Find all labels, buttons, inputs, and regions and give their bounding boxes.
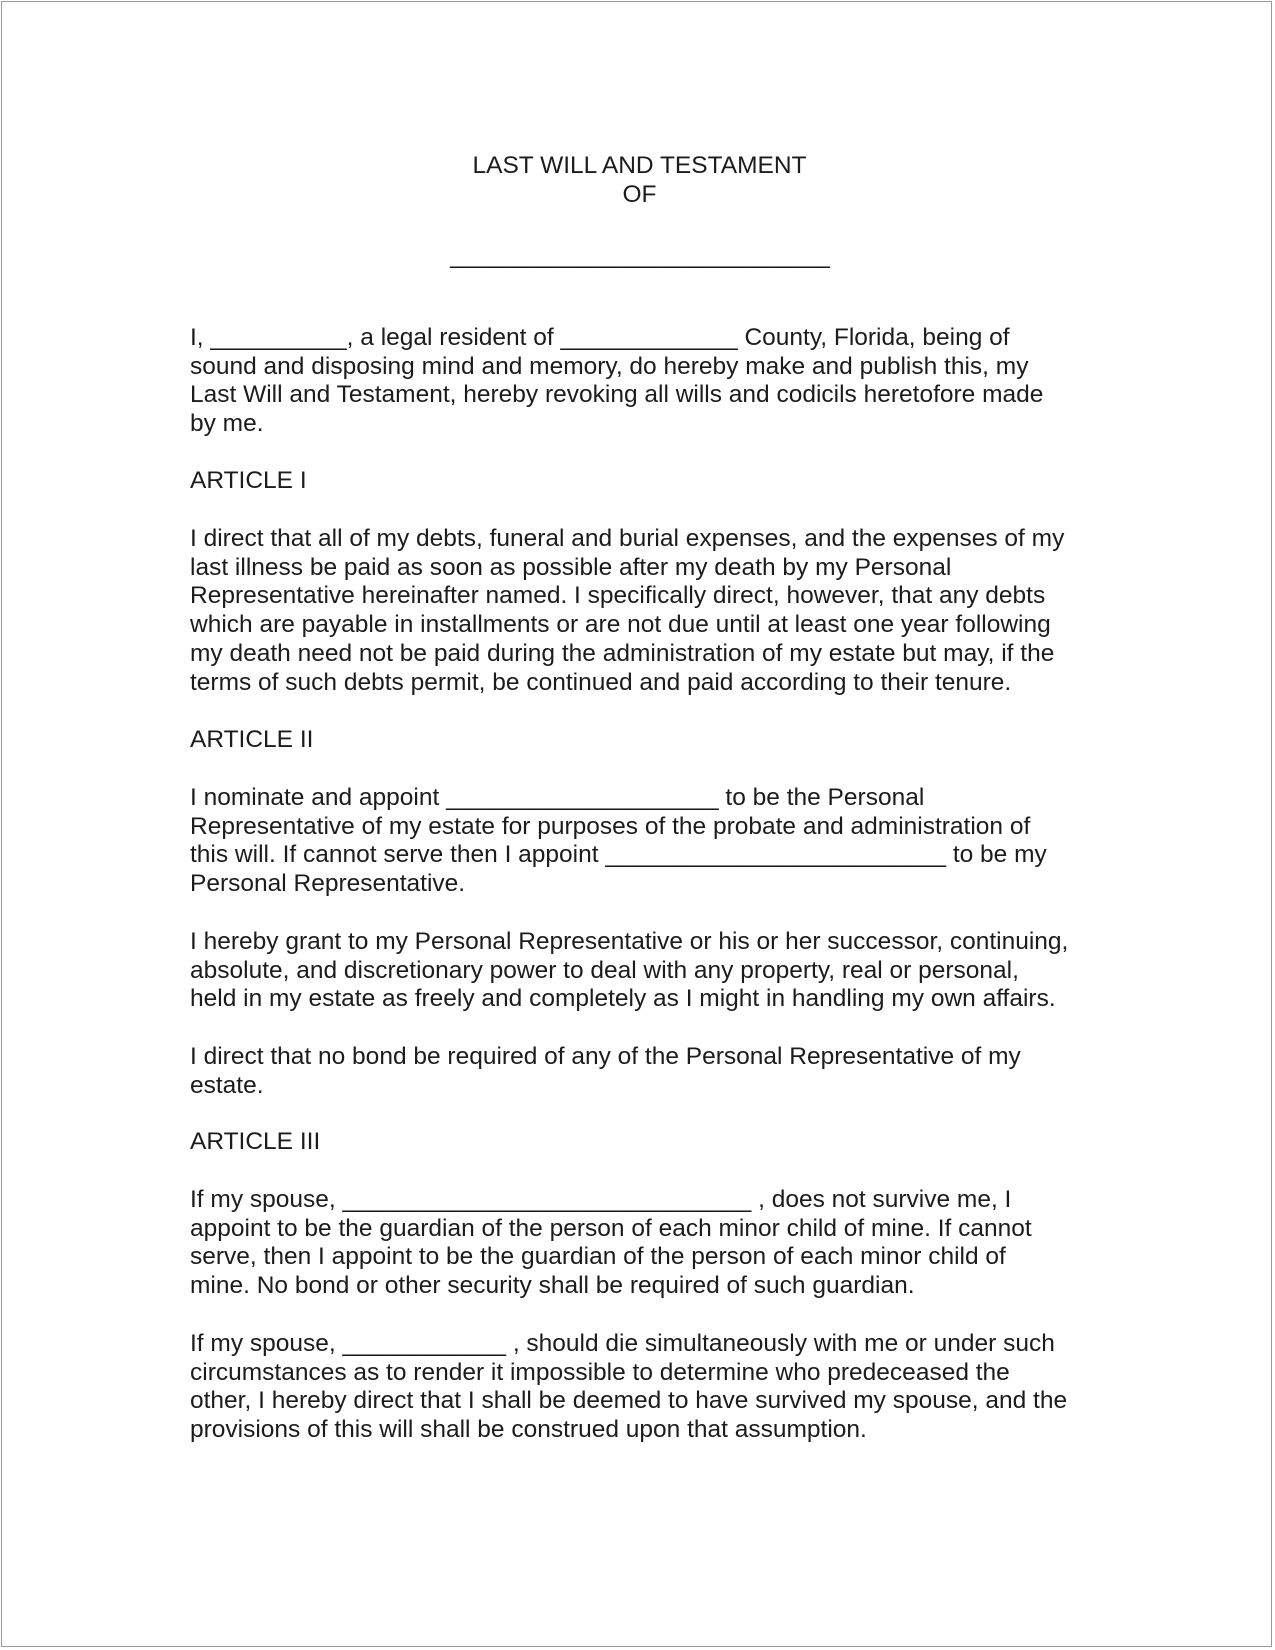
- intro-paragraph: [190, 324, 1100, 439]
- article-3-heading: ARTICLE III: [190, 1128, 321, 1155]
- article-2-paragraph-3: [190, 1043, 1100, 1100]
- article-2-line: Representative of my estate for purposes of the probate and administration of: [190, 812, 1031, 840]
- intro-line: sound and disposing mind and memory, do hereby make and publish this, my: [190, 352, 1029, 380]
- article-2-line: I nominate and appoint ____________________ to be the Personal: [190, 784, 925, 811]
- article-1-heading: ARTICLE I: [190, 467, 307, 494]
- testator-name-blank: ______________________________: [450, 242, 829, 269]
- article-3-line: other, I hereby direct that I shall be deemed to have survived my spouse, and the: [190, 1387, 1068, 1415]
- article-2-heading: ARTICLE II: [190, 726, 314, 753]
- article-3-line: If my spouse, ____________ , should die simultaneously with me or under such: [190, 1330, 1055, 1357]
- article-2-line: I hereby grant to my Personal Representative or his or her successor, continuing,: [190, 928, 1069, 955]
- article-2-line: absolute, and discretionary power to deal with any property, real or personal,: [190, 956, 1019, 984]
- article-3-line: mine. No bond or other security shall be required of such guardian.: [190, 1272, 915, 1300]
- intro-line: by me.: [190, 410, 264, 438]
- article-1-line: which are payable in installments or are not due until at least one year following: [190, 611, 1051, 639]
- intro-line: I, __________, a legal resident of _____________ County, Florida, being of: [190, 324, 1010, 351]
- article-1-line: terms of such debts permit, be continued and paid according to their tenure.: [190, 668, 1012, 696]
- article-3-paragraph-2: [190, 1330, 1100, 1445]
- article-2-paragraph-2: [190, 928, 1100, 1014]
- article-1-line: last illness be paid as soon as possible after my death by my Personal: [190, 553, 952, 581]
- article-2-line: I direct that no bond be required of any of the Personal Representative of my: [190, 1043, 1021, 1070]
- article-1-line: Representative hereinafter named. I specifically direct, however, that any debts: [190, 582, 1046, 610]
- article-2-line: estate.: [190, 1071, 264, 1099]
- document-page: [1, 1, 1272, 1647]
- article-2-paragraph-1: [190, 784, 1100, 899]
- article-3-line: appoint to be the guardian of the person of each minor child of mine. If cannot: [190, 1214, 1032, 1242]
- document-title-of: OF: [622, 181, 657, 208]
- article-2-line: Personal Representative.: [190, 870, 466, 898]
- article-2-line: held in my estate as freely and completely as I might in handling my own affairs.: [190, 985, 1056, 1013]
- article-2-line: this will. If cannot serve then I appoint _________________________ to be my: [190, 841, 1047, 869]
- intro-line: Last Will and Testament, hereby revoking all wills and codicils heretofore made: [190, 381, 1044, 409]
- article-3-line: If my spouse, ______________________________ , does not survive me, I: [190, 1186, 1012, 1213]
- article-1-line: my death need not be paid during the administration of my estate but may, if the: [190, 639, 1055, 667]
- article-3-line: provisions of this will shall be construed upon that assumption.: [190, 1416, 867, 1444]
- article-3-paragraph-1: [190, 1186, 1100, 1301]
- article-3-line: serve, then I appoint to be the guardian of the person of each minor child of: [190, 1243, 1006, 1271]
- document-title: LAST WILL AND TESTAMENT: [472, 152, 807, 179]
- article-3-line: circumstances as to render it impossible to determine who predeceased the: [190, 1358, 1010, 1386]
- article-1-paragraph: [190, 525, 1100, 697]
- article-1-line: I direct that all of my debts, funeral and burial expenses, and the expenses of my: [190, 525, 1065, 552]
